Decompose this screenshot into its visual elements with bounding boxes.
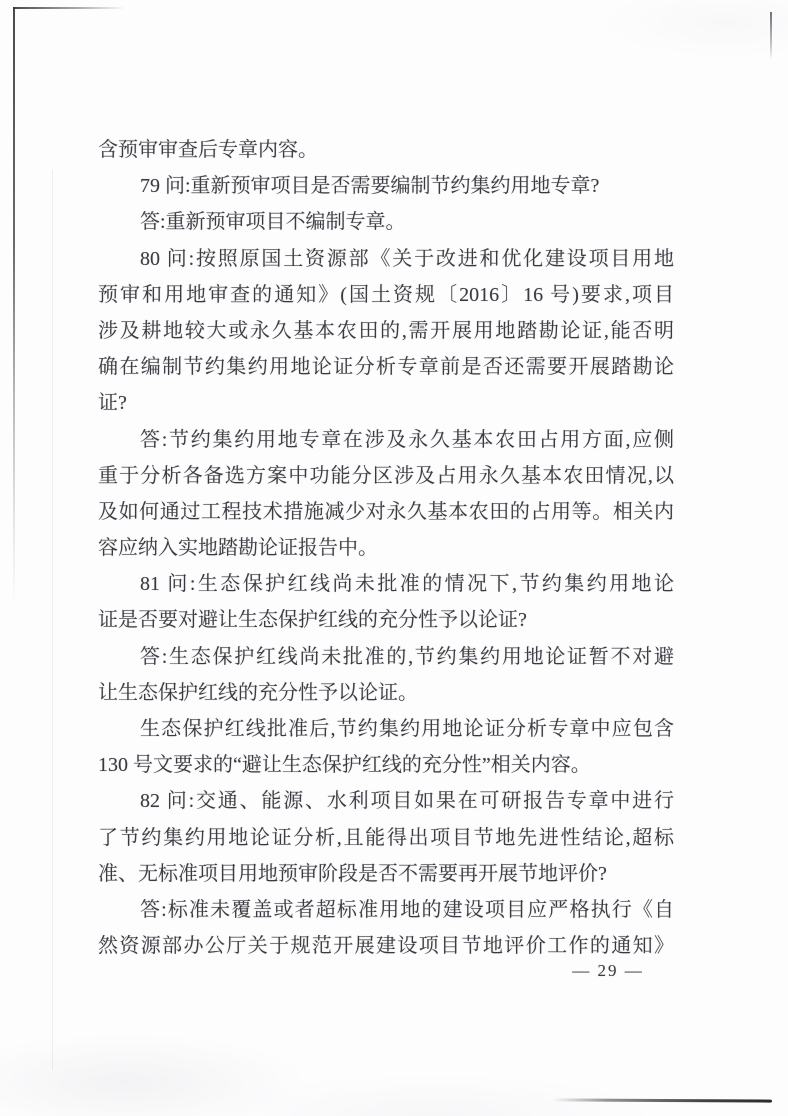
scan-edge-bottom-right-line — [552, 1098, 772, 1102]
text-line-answer-79: 答:重新预审项目不编制专章。 — [140, 211, 406, 234]
text-line-answer-82: 答:标准未覆盖或者超标准用地的建设项目应严格执行《自 — [140, 898, 674, 921]
text-line: 预审和用地审查的通知》(国土资规〔2016〕16 号)要求,项目 — [98, 283, 674, 306]
text-line-answer-80: 答:节约集约用地专章在涉及永久基本农田占用方面,应侧 — [140, 428, 674, 451]
text-line-question-80: 80 问:按照原国土资源部《关于改进和优化建设项目用地 — [140, 247, 674, 270]
text-line: 证是否要对避让生态保护红线的充分性予以论证? — [98, 609, 527, 632]
text-line: 容应纳入实地踏勘论证报告中。 — [98, 537, 378, 560]
page-number: — 29 — — [572, 961, 644, 980]
text-line: 然资源部办公厅关于规范开展建设项目节地评价工作的通知》 — [98, 935, 674, 958]
text-line: 准、无标准项目用地预审阶段是否不需要再开展节地评价? — [98, 862, 607, 885]
scan-edge-top-line — [13, 7, 125, 9]
text-line: 及如何通过工程技术措施减少对永久基本农田的占用等。相关内 — [98, 500, 674, 523]
text-line-question-82: 82 问:交通、能源、水利项目如果在可研报告专章中进行 — [140, 790, 674, 813]
text-line-answer-81: 答:生态保护红线尚未批准的,节约集约用地论证暂不对避 — [140, 645, 674, 668]
text-line: 确在编制节约集约用地论证分析专章前是否还需要开展踏勘论 — [98, 356, 674, 379]
document-body — [98, 132, 674, 964]
text-line: 130 号文要求的“避让生态保护红线的充分性”相关内容。 — [98, 754, 591, 777]
text-line: 重于分析各备选方案中功能分区涉及占用永久基本农田情况,以 — [98, 464, 674, 487]
text-line: 让生态保护红线的充分性予以论证。 — [98, 681, 418, 704]
text-line: 涉及耕地较大或永久基本农田的,需开展用地踏勘论证,能否明 — [98, 319, 674, 342]
scan-edge-left-line — [13, 7, 15, 607]
text-line-question-81: 81 问:生态保护红线尚未批准的情况下,节约集约用地论 — [140, 573, 674, 596]
text-line: 生态保护红线批准后,节约集约用地论证分析专章中应包含 — [140, 718, 674, 740]
scan-streak — [52, 170, 53, 1070]
text-line-question-79: 79 问:重新预审项目是否需要编制节约集约用地专章? — [140, 175, 600, 198]
text-line: 含预审审查后专章内容。 — [98, 139, 318, 161]
text-line: 了节约集约用地论证分析,且能得出项目节地先进性结论,超标 — [98, 826, 674, 849]
text-line: 证? — [98, 392, 127, 415]
scan-edge-top-right-line — [770, 12, 772, 60]
